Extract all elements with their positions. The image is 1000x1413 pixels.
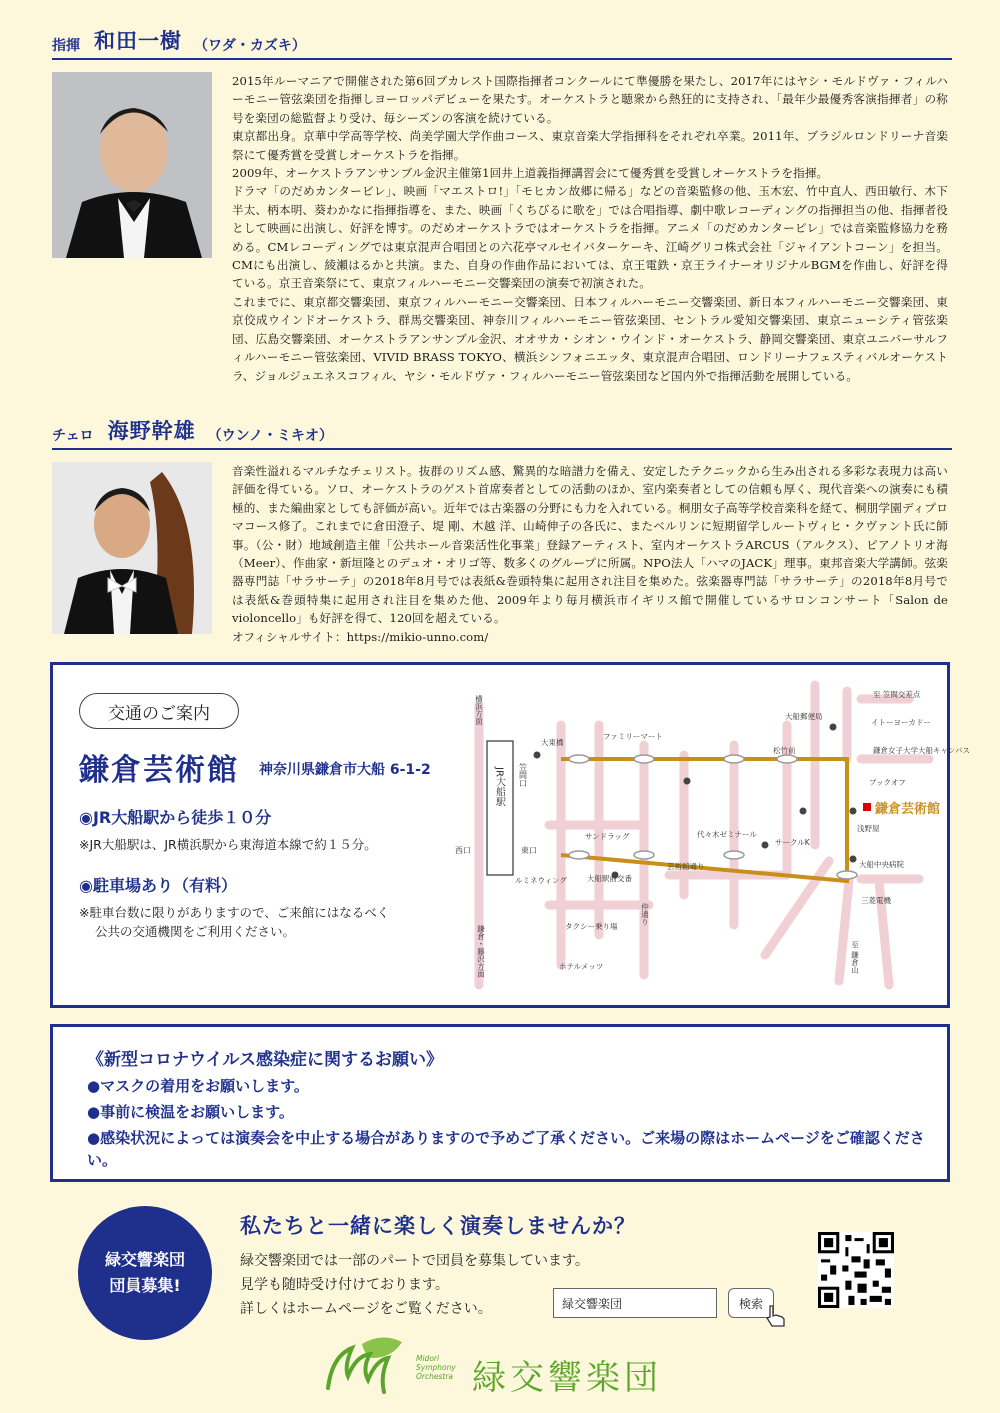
corona-item-cancel: ●感染状況によっては演奏会を中止する場合がありますので予めご了承ください。ご来場の際はホームページをご確認ください。 [87,1129,925,1169]
recruit-line-3: 詳しくはホームページをご覧ください。 [240,1301,492,1317]
conductor-bio [232,72,948,385]
map-itoyokado: イトーヨーカドー [871,718,931,727]
access-box [50,662,970,1008]
map-yokohama: 横浜方面 [474,695,484,725]
map-taxi: タクシー乗り場 [565,922,618,931]
conductor-reading: （ワダ・カズキ） [194,38,306,54]
conductor-bio-p3: 2009年、オーケストラアンサンブル金沢主催第1回井上道義指揮講習会にて優秀賞を受賞しオーケストラを指揮。 [232,166,829,181]
logo-en-1: Midori [416,1354,440,1363]
access-map [455,685,970,1001]
conductor-bio-p5: これまでに、東京都交響楽団、東京フィルハーモニー交響楽団、日本フィルハーモニー交響楽団、新日本フィルハーモニー交響楽団、東京佼成ウインドオーケストラ、群馬交響楽団、神奈川フィルハーモニー管弦楽団、セントラル愛知交響楽団、東京ニューシティ管弦楽団、広島交響楽団、オーケストラアンサンブル金沢、オオサカ・シオン・ウインド・オーケストラ、静岡交響楽団、東京ユニバーサルフィルハーモニー管弦楽団、VIVID BRASS TOKYO、横浜シンフォニエッタ、東京混声合唱団、ロンドリーナフェスティバルオーケストラ、ジョルジュエネスコフィル、ヤシ・モルドヴァ・フィルハーモニー管弦楽団など国内外で指揮活動を展開している。 [232,294,948,383]
parking-note-1: ※駐車台数に限りがありますので、ご来館にはなるべく [79,905,390,920]
map-kamakura-yama: 至 鎌倉山 [850,941,860,974]
venue-address: 神奈川県鎌倉市大船 6-1-2 [259,762,431,778]
venue-name: 鎌倉芸術館 [79,753,239,788]
recruit-badge-line2: 団員募集! [109,1276,181,1295]
search-input[interactable]: 緑交響楽団 [553,1288,717,1318]
map-station: JR大船駅 [493,767,505,807]
map-bookoff: ブックオフ [869,778,906,787]
map-venue: 鎌倉芸術館 [875,802,941,817]
map-hotel: ホテルメッツ [559,962,604,971]
qr-code-icon[interactable] [818,1232,894,1308]
cellist-name: 海野幹雄 [107,418,196,443]
cellist-website[interactable]: オフィシャルサイト：https://mikio-unno.com/ [232,629,489,644]
recruit-line-1: 緑交響楽団では一部のパートで団員を募集しています。 [240,1253,589,1269]
conductor-photo [52,72,212,258]
cellist-bio [232,462,948,646]
map-post: 大船郵便局 [785,712,823,721]
map-geijutsukan-dori: 芸術館通り [667,862,705,871]
map-nakamichi: 仲通り [640,903,650,926]
search-button[interactable]: 検索 [728,1288,774,1318]
recruit-badge-line1: 緑交響楽団 [104,1250,185,1269]
logo-japanese: 緑交響楽団 [472,1358,662,1398]
corona-item-mask: ●マスクの着用をお願いします。 [87,1077,309,1095]
map-asano: 浅野屋 [857,824,880,833]
cellist-reading: （ウンノ・ミキオ） [207,428,334,444]
logo-en-2: Symphony [416,1363,456,1372]
conductor-role: 指揮 [52,38,80,54]
conductor-bio-p2: 東京都出身。京華中学高等学校、尚美学園大学作曲コース、東京音楽大学指揮科をそれぞれ卒業。2011年、ブラジルロンドリーナ音楽祭にて優秀賞を受賞しオーケストラを指揮。 [232,129,948,162]
parking-info: ◉駐車場あり（有料） [79,876,237,895]
map-kasama-koosaten: 至 笠間交差点 [873,690,921,699]
map-yoyogi: 代々木ゼミナール [697,830,757,839]
corona-item-temperature: ●事前に検温をお願いします。 [87,1103,294,1121]
parking-note-2: 公共の交通機関をご利用ください。 [95,924,296,939]
map-mitsubishi: 三菱電機 [861,896,891,905]
cellist-role: チェロ [52,428,94,444]
orchestra-logo-icon [322,1336,414,1396]
map-ekimae-koban: 大船駅前交番 [587,874,632,883]
cellist-header [52,420,952,450]
logo-en-3: Orchestra [416,1372,454,1381]
walk-note: ※JR大船駅は、JR横浜駅から東海道本線で約１５分。 [79,837,377,852]
recruit-badge [78,1206,212,1340]
corona-box [50,1024,950,1182]
conductor-bio-p4: ドラマ「のだめカンタービレ」、映画「マエストロ!」「モヒカン故郷に帰る」などの音楽監修の他、玉木宏、竹中直人、西田敏行、木下半太、柄本明、葵わかなに指揮指導を、また、映画「くちびるに歌を」では合唱指導、劇中歌レコーディングの指揮担当の他、指揮者役として映画に出演し、好評を博す。のだめオーケストラではオーケストラを指揮。アニメ「のだめカンタービレ」では音楽監修協力を務める。CMレコーディングでは東京混声合唱団との六花亭マルセイバターケーキ、江崎グリコ株式会社「ジャイアントコーン」を担当。CMにも出演し、綾瀬はるかと共演。また、自身の作曲作品においては、京王電鉄・京王ライナーオリジナルBGMを作曲し、好評を得ている。京王音楽祭にて、東京フィルハーモニー交響楽団の演奏で初演された。 [232,184,948,291]
conductor-bio-p1: 2015年ルーマニアで開催された第6回ブカレスト国際指揮者コンクールにて準優勝を果たし、2017年にはヤシ・モルドヴァ・フィルハーモニー管弦楽団を指揮しヨーロッパデビューを果たす。オーケストラと聴衆から熱狂的に支持され、「最年少最優秀客演指揮者」の称号を楽団の総監督より受け、毎シーズンの客演を続けている。 [232,74,948,125]
map-hospital: 大船中央病院 [859,860,904,869]
map-circlek: サークルK [775,838,810,847]
recruit-line-2: 見学も随時受け付けております。 [240,1277,449,1293]
access-heading: 交通のご案内 [79,693,239,729]
map-kasamaguchi: 笠間口 [518,763,528,787]
map-kamakura-fujisawa: 鎌倉・藤沢方面 [476,925,486,978]
conductor-header [52,30,952,60]
conductor-name: 和田一樹 [94,28,182,53]
walk-info: ◉JR大船駅から徒歩１０分 [79,808,272,827]
map-matsutake: 松竹前 [773,746,796,755]
logo-english [416,1354,456,1381]
map-nishiguchi: 西口 [455,846,471,855]
map-oofuna-bashi: 大東橋 [541,738,564,747]
map-lumine: ルミネウィング [515,876,567,885]
map-joshidai: 鎌倉女子大学大船キャンパス [873,746,970,755]
cellist-photo [52,462,212,634]
map-higashiguchi: 東口 [521,846,537,855]
map-familymart: ファミリーマート [603,732,663,741]
map-sundrug: サンドラッグ [585,832,630,841]
pointer-hand-icon [762,1302,790,1330]
recruit-title: 私たちと一緒に楽しく演奏しませんか？ [240,1214,636,1238]
cellist-bio-p1: 音楽性溢れるマルチなチェリスト。抜群のリズム感、驚異的な暗譜力を備え、安定したテクニックから生み出される多彩な表現力は高い評価を得ている。ソロ、オーケストラのゲスト首席奏者としての活動のほか、室内楽奏者としての信頼も厚く、現代音楽への演奏にも積極的、また編曲家としても評価が高い。近年では古楽器の分野にも力を入れている。桐朋女子高等学校音楽科を経て、桐朋学園ディプロマコース修了。これまでに倉田澄子、堤 剛、木越 洋、山崎伸子の各氏に、またベルリンに短期留学しルートヴィヒ・クヴァント氏に師事。（公・財）地域創造主催「公共ホール音楽活性化事業」登録アーティスト、室内オーケストラARCUS（アルクス）、ピアノトリオ海（Meer）、作曲家・新垣隆とのデュオ・オリゴ等、数多くのグループに所属。NPO法人「ハマのJACK」理事。東邦音楽大学講師。弦楽器専門誌「サラサーテ」の2018年8月号では表紙&巻頭特集に起用され注目を集めた。弦楽器専門誌「サラサーテ」の2018年8月号では表紙&巻頭特集に起用され注目を集めた他、2009年より毎月横浜市イギリス館で開催しているサロンコンサート「Salon de violoncello」も好評を得て、120回を超えている。 [232,464,948,626]
corona-title: 《新型コロナウイルス感染症に関するお願い》 [87,1050,443,1070]
